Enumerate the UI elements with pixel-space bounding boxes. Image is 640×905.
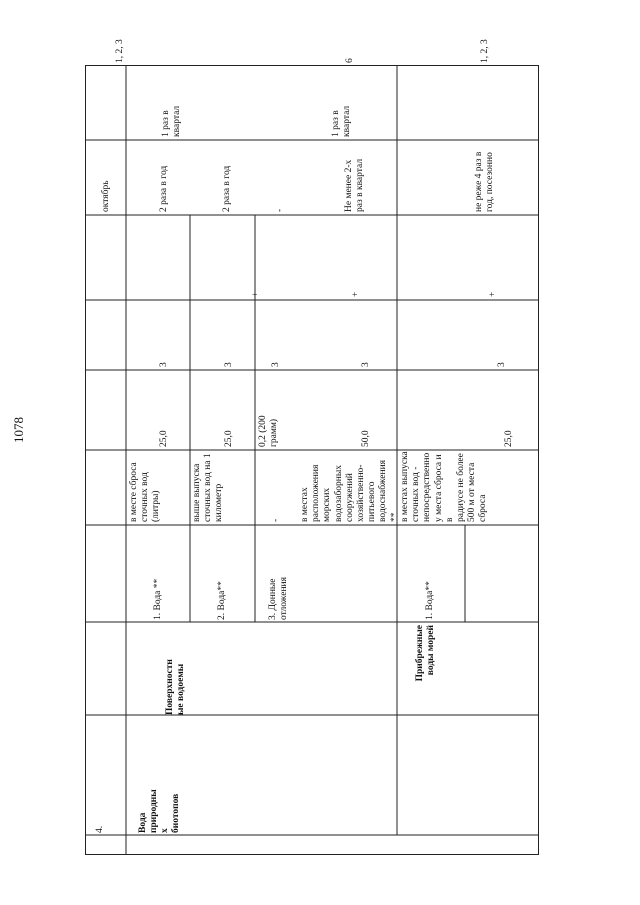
place-intake: в местах расположения морских водозаборных сооружений хозяйственно- питьевого водоснабжения ** [300, 459, 400, 522]
count-3: 3 [271, 362, 282, 367]
count-5: 3 [497, 362, 508, 367]
plus-1: + [251, 291, 262, 297]
note-2: 6 [345, 58, 355, 63]
frequency-3: - [275, 208, 286, 212]
group-coastal: Прибрежные воды морей [414, 625, 436, 682]
month-header: октябрь [101, 180, 112, 212]
group-surface: Поверхностн ые водоемы [164, 659, 186, 715]
object-water-coastal: 1. Вода** [425, 581, 436, 620]
page-number: 1078 [11, 417, 26, 443]
object-sediments: 3. Донные отложения [267, 577, 289, 620]
object-water-2: 2. Вода** [217, 581, 228, 620]
frequency-4: Не менее 2-х раз в квартал [343, 158, 365, 212]
periodicity-2: 1 раз в квартал [330, 105, 352, 137]
volume-3: 0,2 (200 грамм) [258, 415, 280, 447]
volume-5: 25,0 [504, 430, 515, 447]
frequency-5: не реже 4 раз в год, посезонно [473, 151, 495, 212]
frequency-1: 2 раза в год [159, 165, 170, 212]
object-water-1: 1. Вода ** [153, 578, 164, 620]
category-label: Вода природны х биотопов [137, 789, 182, 833]
place-above: выше выпуска сточных вод на 1 километр [192, 453, 225, 522]
periodicity-1: 1 раз в квартал [160, 105, 182, 137]
count-4: 3 [361, 362, 372, 367]
plus-2: + [351, 291, 362, 297]
place-outfall: в местах выпуска сточных вод - непосредственно у места сброса и в радиусе не более 500 м от места сброса [400, 451, 489, 522]
monitoring-table [85, 39, 540, 855]
count-2: 3 [224, 362, 235, 367]
row-number: 4. [95, 825, 105, 833]
volume-1: 25,0 [159, 430, 170, 447]
volume-2: 25,0 [224, 430, 235, 447]
frequency-2: 2 раза в год [222, 165, 233, 212]
plus-3: + [488, 291, 499, 297]
place-dash: - [271, 518, 282, 522]
count-1: 3 [159, 362, 170, 367]
place-discharge: в месте сброса сточных вод (литры) [129, 462, 162, 522]
note-1: 1, 2, 3 [115, 39, 125, 63]
note-3: 1, 2, 3 [480, 39, 490, 63]
volume-4: 50,0 [361, 430, 372, 447]
